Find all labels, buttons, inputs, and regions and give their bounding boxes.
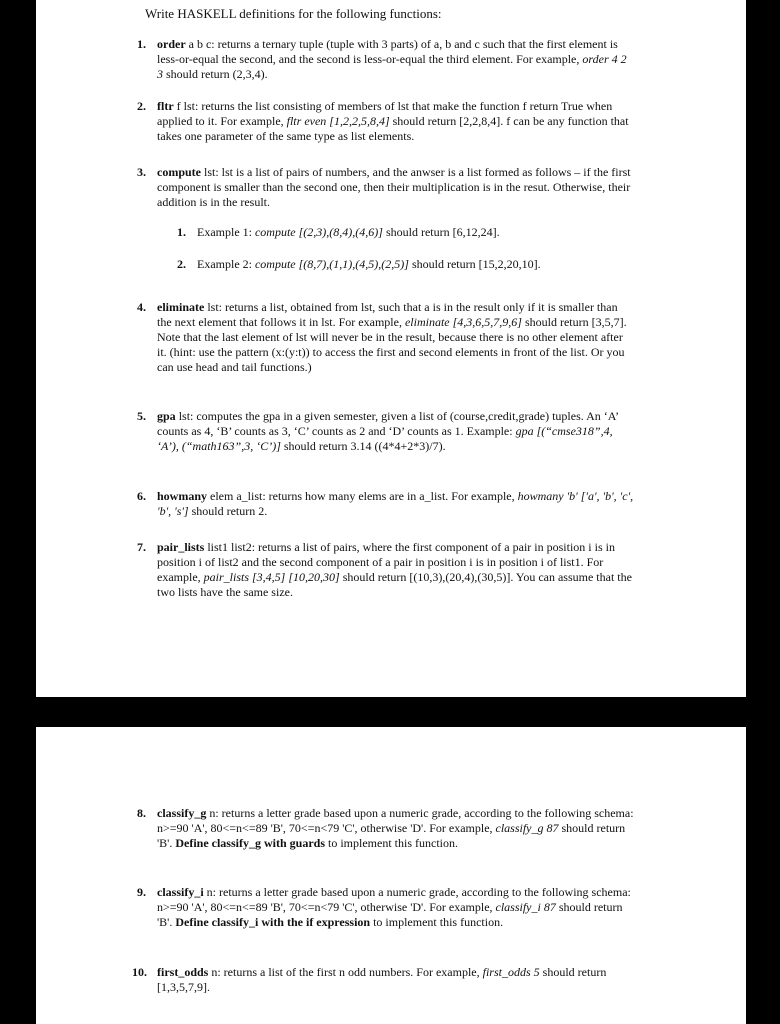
sub-example-label: Example 1:	[197, 225, 255, 239]
function-name: classify_i	[157, 885, 204, 899]
document-page-1	[36, 0, 746, 697]
function-name: compute	[157, 165, 201, 179]
list-item-10	[132, 965, 635, 995]
list-item-1	[137, 37, 635, 82]
list-item-5	[137, 409, 635, 454]
item-example: pair_lists [3,4,5] [10,20,30]	[203, 570, 340, 584]
item-text-tail: should return 2.	[188, 504, 268, 518]
item-text: lst: computes the gpa in a given semester, given a list of (course,credit,grade) tuples. An ‘A’ counts as 4, ‘B’ counts as 3, ‘C’ counts as 2 and ‘D’ counts as 1. Example:	[157, 409, 619, 438]
item-example: gpa [(“cmse318”,4, ‘A’), (“math163”,3, ‘C’)]	[157, 424, 613, 453]
sub-example-tail: should return [6,12,24].	[382, 225, 500, 239]
item-number: 10.	[132, 965, 147, 979]
item-example: classify_g 87	[495, 821, 559, 835]
sub-example-1	[177, 225, 635, 240]
item-number: 4.	[137, 300, 146, 314]
item-example: order 4 2 3	[157, 52, 627, 81]
item-text: n: returns a letter grade based upon a numeric grade, according to the following schema: n>=90 'A', 80<=n<=89 'B', 70<=n<79 'C', otherwise 'D'. For example,	[157, 885, 631, 914]
item-number: 7.	[137, 540, 146, 554]
sub-example-2	[177, 257, 635, 272]
item-number: 8.	[137, 806, 146, 820]
item-text: n: returns a letter grade based upon a numeric grade, according to the following schema: n>=90 'A', 80<=n<=89 'B', 70<=n<79 'C', otherwise 'D'. For example,	[157, 806, 634, 835]
sub-example-number: 2.	[177, 257, 186, 271]
function-name: howmany	[157, 489, 208, 503]
sub-example-label: Example 2:	[197, 257, 255, 271]
list-item-9	[137, 885, 635, 930]
item-number: 6.	[137, 489, 146, 503]
item-text-tail: should return [(10,3),(20,4),(30,5)]. You can assume that the two lists have the same size.	[157, 570, 632, 599]
function-name: order	[157, 37, 186, 51]
item-text: a b c: returns a ternary tuple (tuple with 3 parts) of a, b and c such that the first element is less-or-equal the second, and the second is less-or-equal the third element. For example,	[157, 37, 618, 66]
item-bold-instruction: Define classify_g with guards	[175, 836, 325, 850]
item-example: classify_i 87	[495, 900, 556, 914]
item-number: 1.	[137, 37, 146, 51]
item-text: lst: returns a list, obtained from lst, such that a is in the result only if it is smaller than the next element that follows it in lst. For example,	[157, 300, 618, 329]
item-example: howmany 'b' ['a', 'b', 'c', 'b', 's']	[157, 489, 634, 518]
list-item-8	[137, 806, 635, 851]
item-number: 3.	[137, 165, 146, 179]
function-name: fltr	[157, 99, 174, 113]
item-text-tail: should return [2,2,8,4]. f can be any function that takes one parameter of the same type as list elements.	[157, 114, 629, 143]
list-item-6	[137, 489, 635, 519]
function-name: eliminate	[157, 300, 205, 314]
sub-example-code: compute [(2,3),(8,4),(4,6)]	[254, 225, 383, 239]
item-number: 9.	[137, 885, 146, 899]
item-text: f lst: returns the list consisting of members of lst that make the function f return True when applied to it. For example,	[157, 99, 613, 128]
item-example: fltr even [1,2,2,5,8,4]	[286, 114, 390, 128]
list-item-3	[137, 165, 635, 272]
item-bold-instruction: Define classify_i with the if expression	[175, 915, 371, 929]
function-name: classify_g	[157, 806, 207, 820]
intro-text: Write HASKELL definitions for the following functions:	[145, 6, 442, 21]
sub-example-tail: should return [15,2,20,10].	[408, 257, 541, 271]
item-text-tail: should return (2,3,4).	[163, 67, 268, 81]
item-text-tail: should return 'B'.	[157, 900, 623, 929]
item-number: 5.	[137, 409, 146, 423]
item-text: n: returns a list of the first n odd numbers. For example,	[208, 965, 483, 979]
item-text: elem a_list: returns how many elems are in a_list. For example,	[207, 489, 518, 503]
item-text: lst: lst is a list of pairs of numbers, and the anwser is a list formed as follows – if the first component is smaller than the second one, then their multiplication is in the resut. Otherwise, their addition is in the result.	[157, 165, 631, 209]
document-page-2	[36, 727, 746, 1024]
item-text-end: to implement this function.	[370, 915, 504, 929]
item-text: list1 list2: returns a list of pairs, where the first component of a pair in position i is in position i of list2 and the second component of a pair in position i is in position i of list1. For example,	[157, 540, 615, 584]
function-name: gpa	[157, 409, 176, 423]
list-item-2	[137, 99, 635, 144]
function-name: first_odds	[157, 965, 209, 979]
item-text-end: to implement this function.	[325, 836, 458, 850]
item-example: eliminate [4,3,6,5,7,9,6]	[404, 315, 522, 329]
item-text-tail: should return [1,3,5,7,9].	[157, 965, 607, 994]
sub-example-code: compute [(8,7),(1,1),(4,5),(2,5)]	[254, 257, 409, 271]
item-number: 2.	[137, 99, 146, 113]
sub-example-number: 1.	[177, 225, 186, 239]
item-text-tail: should return 3.14 ((4*4+2*3)/7).	[280, 439, 446, 453]
function-name: pair_lists	[157, 540, 205, 554]
list-item-4	[137, 300, 635, 375]
item-example: first_odds 5	[482, 965, 540, 979]
item-text-tail: should return 'B'.	[157, 821, 626, 850]
item-text-tail: should return [3,5,7]. Note that the last element of lst will never be in the result, because there is no other element after it. (hint: use the pattern (x:(y:t)) to access the first and second elements in front of the list. Or you can use head and tail functions.)	[157, 315, 627, 374]
list-item-7	[137, 540, 635, 600]
